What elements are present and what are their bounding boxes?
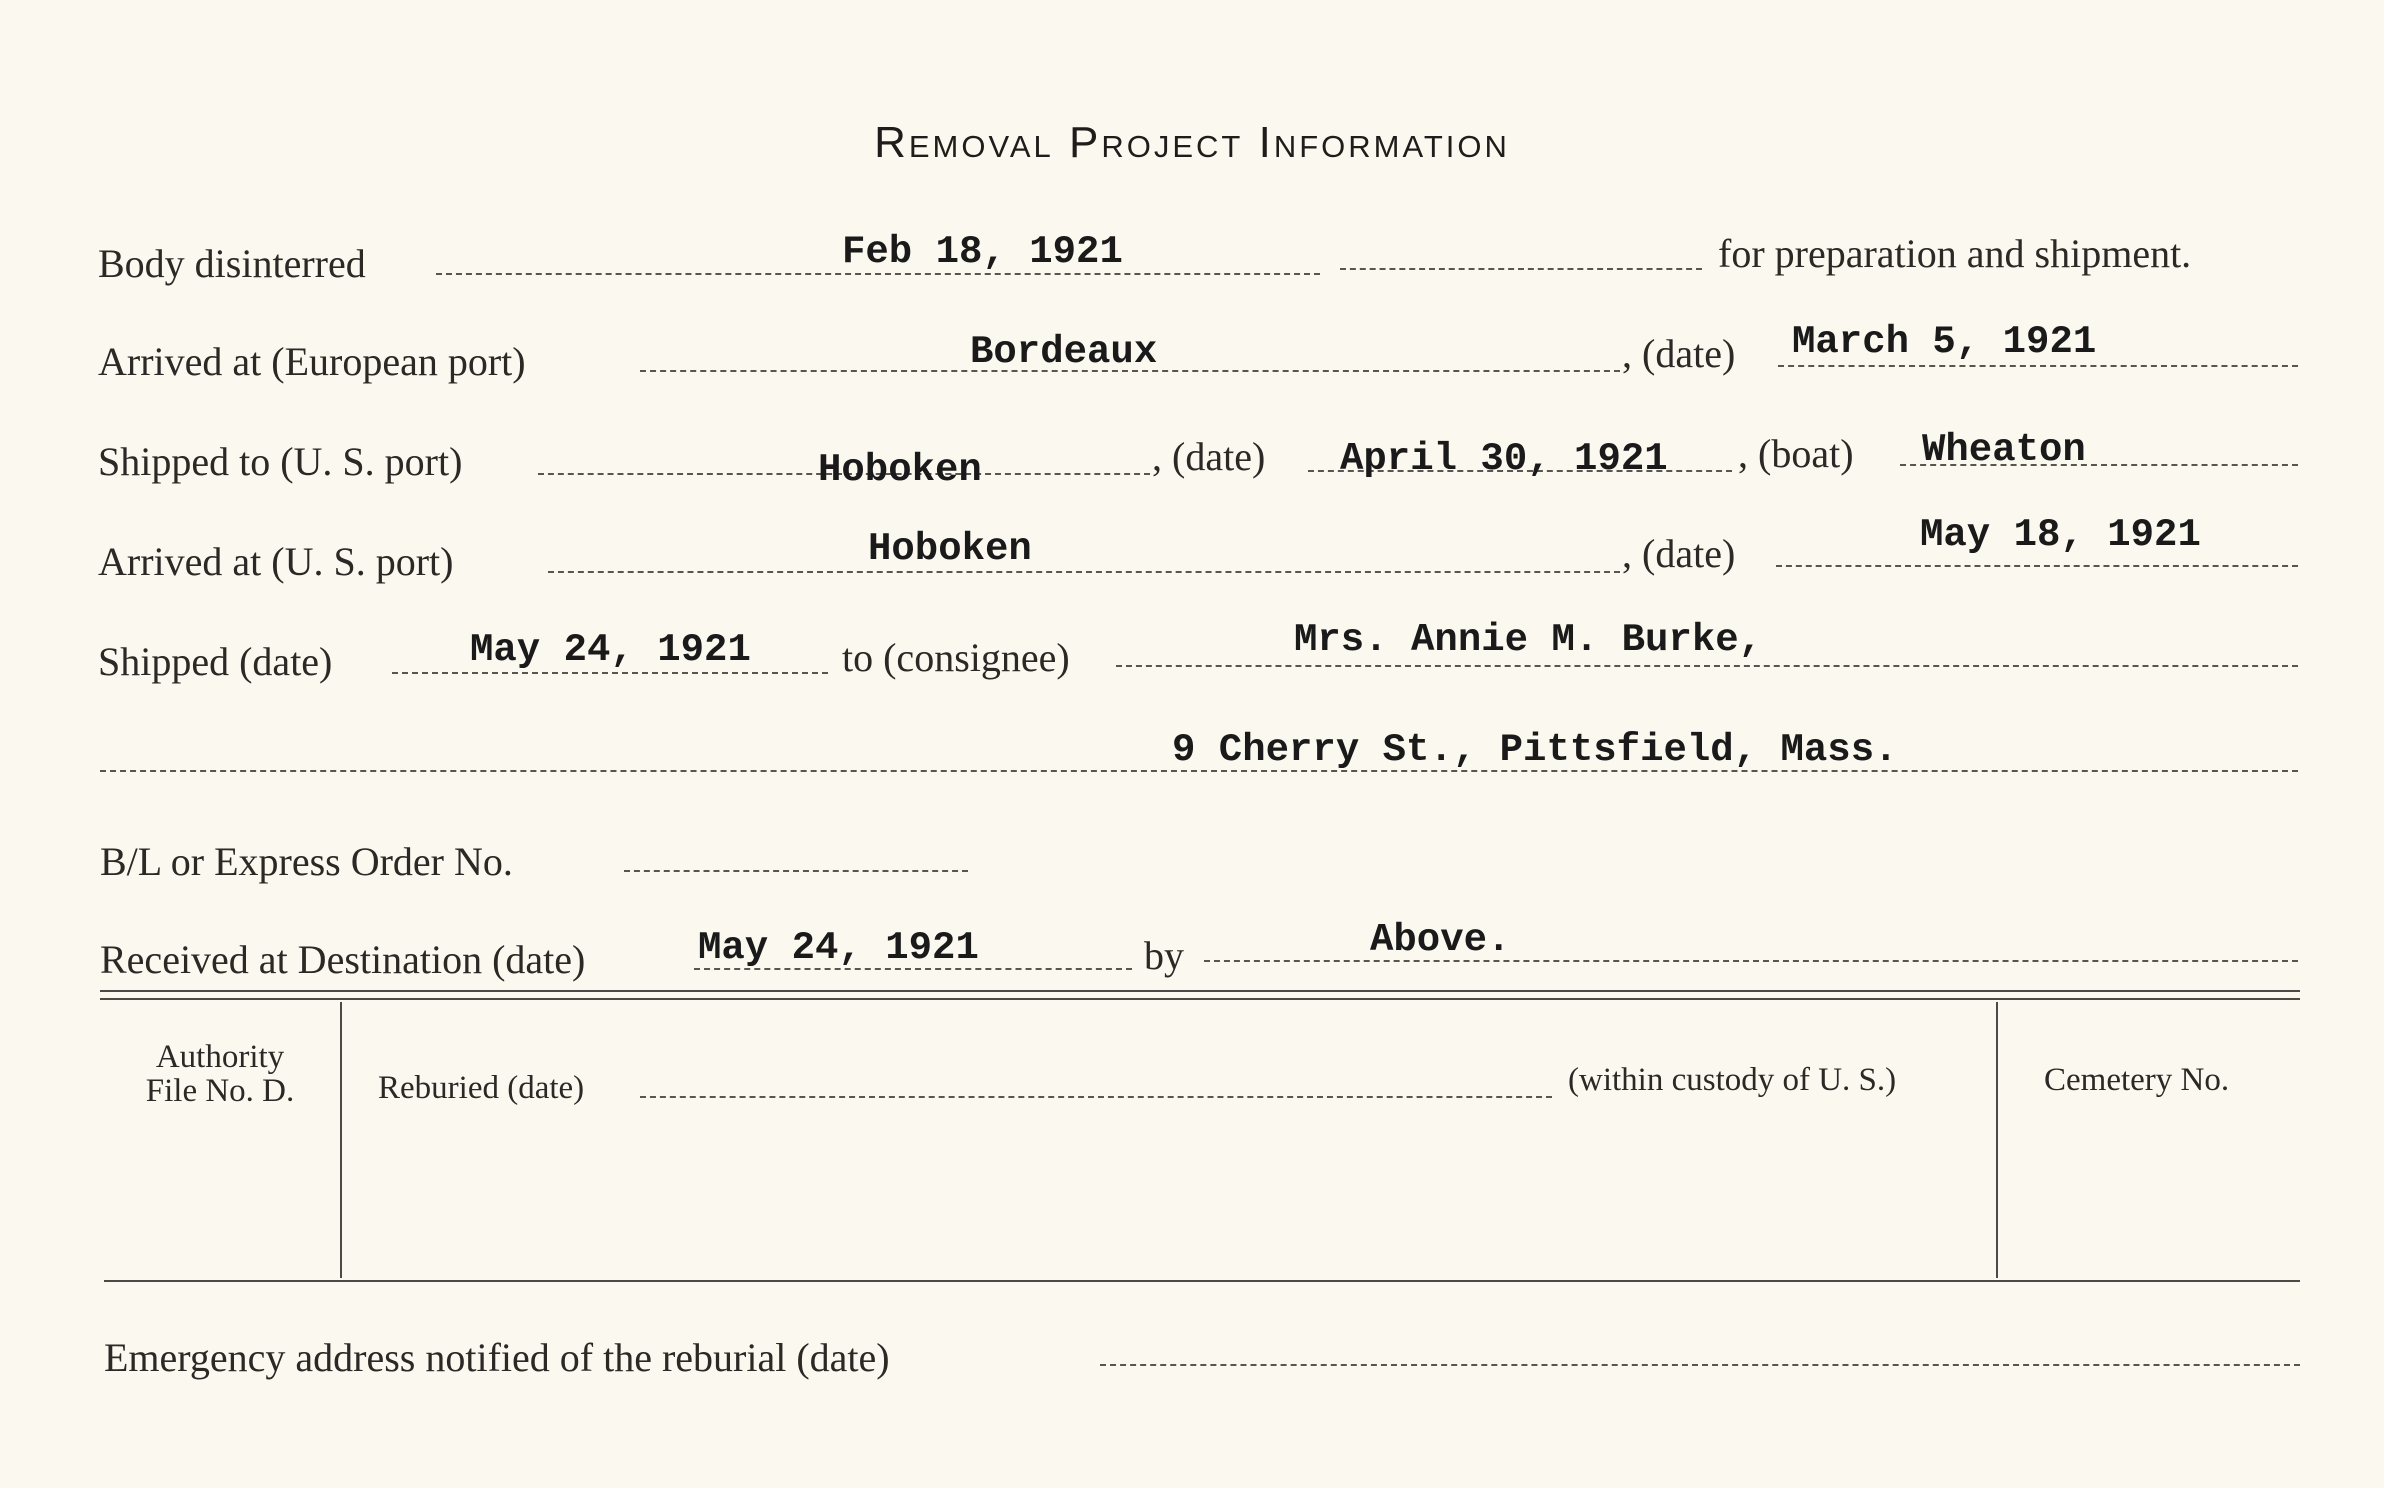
european-port-date-value: March 5, 1921 — [1792, 320, 2097, 364]
shipped-date-line — [392, 672, 828, 674]
arrived-us-date-label: , (date) — [1622, 531, 1736, 576]
arrived-us-label: Arrived at (U. S. port) — [98, 539, 454, 584]
arrived-us-date-value: May 18, 1921 — [1920, 513, 2201, 557]
received-label: Received at Destination (date) — [100, 937, 586, 982]
european-port-date-line — [1778, 365, 2298, 367]
received-by-line — [1204, 960, 2298, 962]
european-port-date-label: , (date) — [1622, 331, 1736, 376]
reburied-label: Reburied (date) — [378, 1070, 585, 1106]
bl-order-label: B/L or Express Order No. — [100, 839, 513, 884]
consignee-label: to (consignee) — [842, 635, 1070, 680]
reburied-line — [640, 1096, 1552, 1098]
received-by-label: by — [1144, 933, 1184, 978]
authority-label-line1: Authority — [155, 1039, 285, 1075]
arrived-us-port-value: Hoboken — [868, 527, 1032, 571]
shipped-to-boat-label: , (boat) — [1738, 431, 1854, 476]
table-divider-left — [340, 1002, 342, 1278]
received-date-value: May 24, 1921 — [698, 926, 979, 970]
authority-label-line2: File No. D. — [145, 1073, 295, 1109]
arrived-us-date-line — [1776, 565, 2298, 567]
consignee-address-value: 9 Cherry St., Pittsfield, Mass. — [1172, 728, 1898, 772]
shipped-to-label: Shipped to (U. S. port) — [98, 439, 463, 484]
table-top-rule — [100, 990, 2300, 992]
table-divider-right — [1996, 1002, 1998, 1278]
emergency-label: Emergency address notified of the reburial (date) — [104, 1335, 890, 1380]
cemetery-no-label: Cemetery No. — [2044, 1062, 2230, 1098]
received-by-value: Above. — [1370, 918, 1511, 962]
european-port-label: Arrived at (European port) — [98, 339, 526, 384]
shipped-to-date-value: April 30, 1921 — [1340, 437, 1668, 481]
european-port-value: Bordeaux — [970, 330, 1158, 374]
disinterred-line-2 — [1340, 268, 1702, 270]
bl-order-line — [624, 870, 968, 872]
shipped-to-date-label: , (date) — [1152, 434, 1266, 479]
shipped-to-boat-value: Wheaton — [1922, 428, 2086, 472]
shipped-date-label: Shipped (date) — [98, 639, 333, 684]
disinterred-label: Body disinterred — [98, 241, 366, 286]
shipped-to-port-value: Hoboken — [818, 448, 982, 492]
table-top-rule-2 — [100, 998, 2300, 1000]
authority-file-label — [120, 1040, 320, 1108]
consignee-value: Mrs. Annie M. Burke, — [1294, 618, 1763, 662]
consignee-line — [1116, 665, 2298, 667]
page-title: Removal Project Information — [874, 118, 1510, 167]
arrived-us-line — [548, 571, 1620, 573]
disinterred-date-value: Feb 18, 1921 — [842, 230, 1123, 274]
table-bottom-rule — [104, 1280, 2300, 1282]
emergency-line — [1100, 1364, 2300, 1366]
custody-label: (within custody of U. S.) — [1568, 1062, 1897, 1098]
shipped-date-value: May 24, 1921 — [470, 628, 751, 672]
disinterred-suffix: for preparation and shipment. — [1718, 231, 2192, 276]
